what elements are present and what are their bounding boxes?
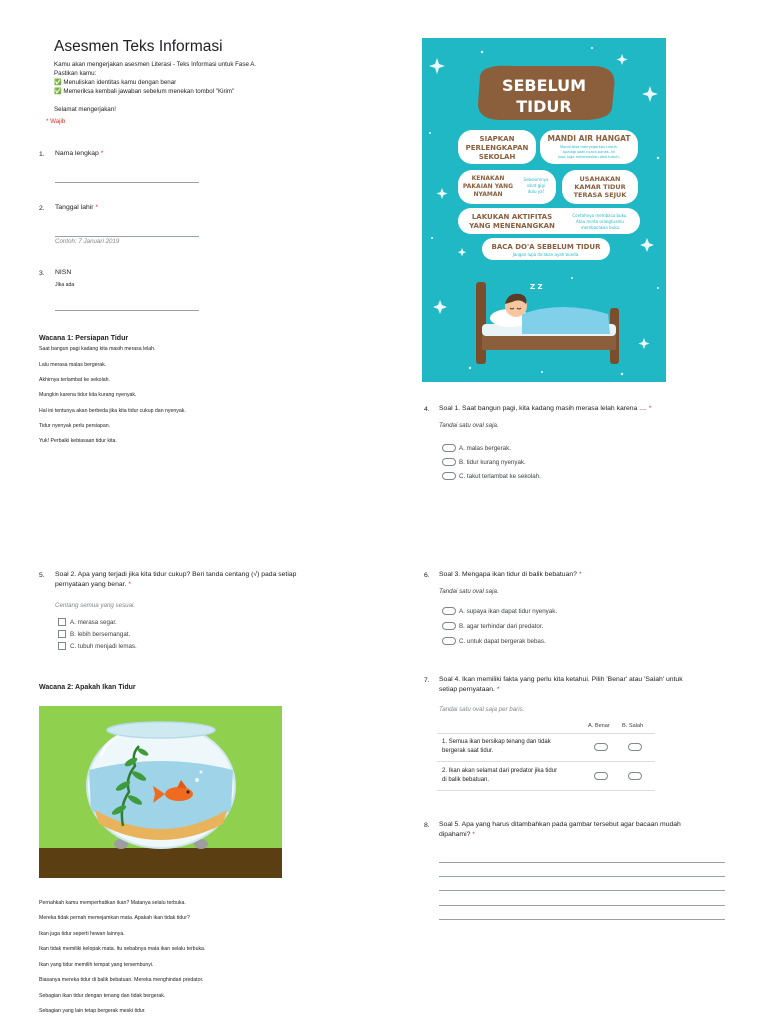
question-text: Soal 2. Apa yang terjadi jika kita tidur cukup? Beri tanda centang (√) pada setiap pernyataan yang benar. * (55, 571, 297, 588)
passage-line: Lalu merasa malas bergerak. (39, 362, 107, 368)
radio-oval[interactable] (442, 607, 456, 615)
radio-option[interactable]: A. supaya ikan dapat tidur nyenyak. (442, 607, 557, 615)
checkbox[interactable] (58, 630, 66, 638)
question-hint: Tandai satu oval saja per baris. (439, 706, 525, 713)
form-title: Asesmen Teks Informasi (54, 38, 223, 55)
checkbox-option[interactable]: A. merasa segar. (58, 618, 117, 626)
radio-option[interactable]: A. malas bergerak. (442, 444, 511, 452)
svg-text:bisa juga melemaskan otot tubu: bisa juga melemaskan otot tubuh. (558, 155, 620, 159)
grid-divider (437, 790, 655, 791)
radio-oval[interactable] (442, 622, 456, 630)
svg-text:TERASA SEJUK: TERASA SEJUK (573, 191, 627, 199)
passage-line: Hal ini tentunya akan berbeda jika kita tidur cukup dan nyenyak. (39, 408, 186, 414)
question-label: Tanggal lahir * (55, 204, 99, 211)
radio-option[interactable]: C. untuk dapat bergerak bebas. (442, 637, 546, 645)
name-field[interactable] (55, 182, 199, 183)
passage-title: Wacana 2: Apakah Ikan Tidur (39, 684, 136, 691)
grid-divider (437, 733, 655, 734)
passage-line: Sebagian ikan tidur dengan tenang dan tidak bergerak. (39, 993, 166, 999)
svg-text:YANG MENENANGKAN: YANG MENENANGKAN (469, 222, 555, 230)
radio-option[interactable]: B. tidur kurang nyenyak. (442, 458, 526, 466)
svg-text:SEKOLAH: SEKOLAH (478, 153, 516, 161)
passage-line: Tidur nyenyak perlu persiapan. (39, 423, 111, 429)
radio-option[interactable]: B. agar terhindar dari predator. (442, 622, 543, 630)
fish-bowl-image (39, 706, 282, 878)
description-line: ✅ Menuliskan identitas kamu dengan benar (54, 79, 177, 86)
passage-line: Ikan yang tidur memilih tempat yang tersembunyi. (39, 962, 154, 968)
svg-text:Apalagi saat cuaca panas. Ini: Apalagi saat cuaca panas. Ini (562, 150, 616, 154)
grid-radio-salah[interactable] (628, 743, 642, 751)
passage-title: Wacana 1: Persiapan Tidur (39, 335, 129, 342)
question-hint: Tandai satu oval saja. (439, 588, 499, 595)
poster-title-1: SEBELUM (501, 76, 587, 95)
checkbox-option[interactable]: B. lebih bersemangat. (58, 630, 130, 638)
radio-option[interactable]: C. takut terlambat ke sekolah. (442, 472, 541, 480)
svg-text:KENAKAN: KENAKAN (471, 175, 505, 182)
radio-oval[interactable] (442, 458, 456, 466)
passage-line: Akhirnya terlambat ke sekolah. (39, 377, 110, 383)
answer-line[interactable] (439, 876, 725, 877)
question-number: 1. (39, 151, 45, 158)
svg-text:Jangan lupa do'akan ayah bunda: Jangan lupa do'akan ayah bunda. (512, 252, 580, 257)
question-number: 7. (424, 677, 430, 684)
question-text: Soal 3. Mengapa ikan tidur di balik bebatuan? * (439, 571, 582, 578)
question-text: Soal 5. Apa yang harus ditambahkan pada gambar tersebut agar bacaan mudah dipahami? * (439, 821, 681, 838)
description-line: Pastikan kamu: (54, 70, 97, 77)
svg-text:MANDI AIR HANGAT: MANDI AIR HANGAT (547, 134, 631, 143)
question-number: 6. (424, 572, 430, 579)
radio-oval[interactable] (442, 444, 456, 452)
svg-text:LAKUKAN AKTIFITAS: LAKUKAN AKTIFITAS (471, 213, 553, 221)
question-number: 2. (39, 205, 45, 212)
grid-row-label: 1. Semua ikan bersikap tenang dan tidak bergerak saat tidur. (442, 739, 551, 754)
svg-text:dulu ya!: dulu ya! (527, 189, 545, 194)
passage-line: Sebagian yang lain tetap bergerak meski tidur. (39, 1008, 146, 1014)
svg-text:Z Z: Z Z (530, 283, 543, 291)
answer-line[interactable] (439, 905, 725, 906)
grid-divider (437, 761, 655, 762)
svg-text:KAMAR TIDUR: KAMAR TIDUR (574, 183, 626, 191)
svg-text:SIAPKAN: SIAPKAN (479, 135, 515, 143)
svg-text:BACA DO'A SEBELUM TIDUR: BACA DO'A SEBELUM TIDUR (491, 243, 601, 251)
question-number: 4. (424, 406, 430, 413)
description-line: Kamu akan mengerjakan asesmen Literasi - Teks Informasi untuk Fase A. (54, 61, 257, 68)
question-number: 3. (39, 270, 45, 277)
question-label: Nama lengkap * (55, 150, 104, 157)
svg-text:PAKAIAN YANG: PAKAIAN YANG (462, 183, 514, 190)
question-number: 5. (39, 572, 45, 579)
radio-oval[interactable] (442, 472, 456, 480)
sleep-poster-image (422, 38, 666, 382)
question-text: Soal 4. Ikan memiliki fakta yang perlu kita ketahui. Pilih 'Benar' atau 'Salah' untuk setiap pernyataan. * (439, 676, 683, 693)
passage-line: Mereka tidak pernah memejamkan mata. Apakah ikan tidak tidur? (39, 915, 190, 921)
grid-column-header: B. Salah (622, 723, 644, 729)
description-line: ✅ Memeriksa kembali jawaban sebelum menekan tombol "Kirim" (54, 88, 235, 95)
checkbox[interactable] (58, 618, 66, 626)
form-description (54, 60, 314, 114)
svg-text:Mandi bisa menyegarkan tubuh.: Mandi bisa menyegarkan tubuh. (559, 145, 619, 149)
question-hint: Tandai satu oval saja. (439, 422, 499, 429)
poster-title-2: TIDUR (516, 97, 572, 116)
nisn-field[interactable] (55, 310, 199, 311)
passage-line: Pernahkah kamu memperhatikan ikan? Matanya selalu terbuka. (39, 900, 186, 906)
question-text: Soal 1. Saat bangun pagi, kita kadang masih merasa lelah karena .... * (439, 405, 652, 412)
passage-line: Ikan juga tidur seperti hewan lainnya. (39, 931, 125, 937)
grid-column-header: A. Benar (588, 723, 610, 729)
checkbox-option[interactable]: C. tubuh menjadi lemas. (58, 642, 137, 650)
svg-text:NYAMAN: NYAMAN (473, 191, 503, 198)
birthdate-field[interactable] (55, 236, 199, 237)
question-number: 8. (424, 822, 430, 829)
answer-line[interactable] (439, 890, 725, 891)
svg-text:Contohnya membaca buku.: Contohnya membaca buku. (572, 213, 628, 218)
svg-text:PERLENGKAPAN: PERLENGKAPAN (465, 144, 529, 152)
description-closing: Selamat mengerjakan! (54, 106, 116, 113)
passage-line: Biasanya mereka tidur di balik bebatuan. Mereka menghindari predator. (39, 977, 204, 983)
svg-text:membacakan buku: membacakan buku (580, 225, 620, 230)
passage-line: Yuk! Perbaiki kebiasaan tidur kita. (39, 438, 117, 444)
grid-row-label: 2. Ikan akan selamat dari predator jika tidur di balik bebatuan. (442, 768, 558, 783)
field-placeholder: Contoh: 7 Januari 2019 (55, 238, 120, 245)
passage-line: Mungkin karena tidur kita kurang nyenyak. (39, 392, 137, 398)
svg-text:Sebelumnya: Sebelumnya (523, 177, 549, 182)
svg-text:USAHAKAN: USAHAKAN (579, 175, 621, 183)
grid-radio-benar[interactable] (594, 743, 608, 751)
answer-line[interactable] (439, 862, 725, 863)
grid-radio-salah[interactable] (628, 772, 642, 780)
svg-text:sikat gigi: sikat gigi (526, 183, 546, 188)
grid-radio-benar[interactable] (594, 772, 608, 780)
answer-line[interactable] (439, 919, 725, 920)
question-hint: Centang semua yang sesuai. (55, 602, 136, 609)
question-sub: Jika ada (55, 282, 75, 288)
checkbox[interactable] (58, 642, 66, 650)
question-label: NISN (55, 269, 72, 276)
passage-line: Saat bangun pagi kadang kita masih merasa lelah. (39, 346, 156, 352)
required-note: * Wajib (46, 118, 66, 125)
svg-text:Atau minta orangtuamu: Atau minta orangtuamu (576, 219, 624, 224)
radio-oval[interactable] (442, 637, 456, 645)
passage-line: Ikan tidak memiliki kelopak mata. Itu sebabnya mata ikan selalu terbuka. (39, 946, 206, 952)
